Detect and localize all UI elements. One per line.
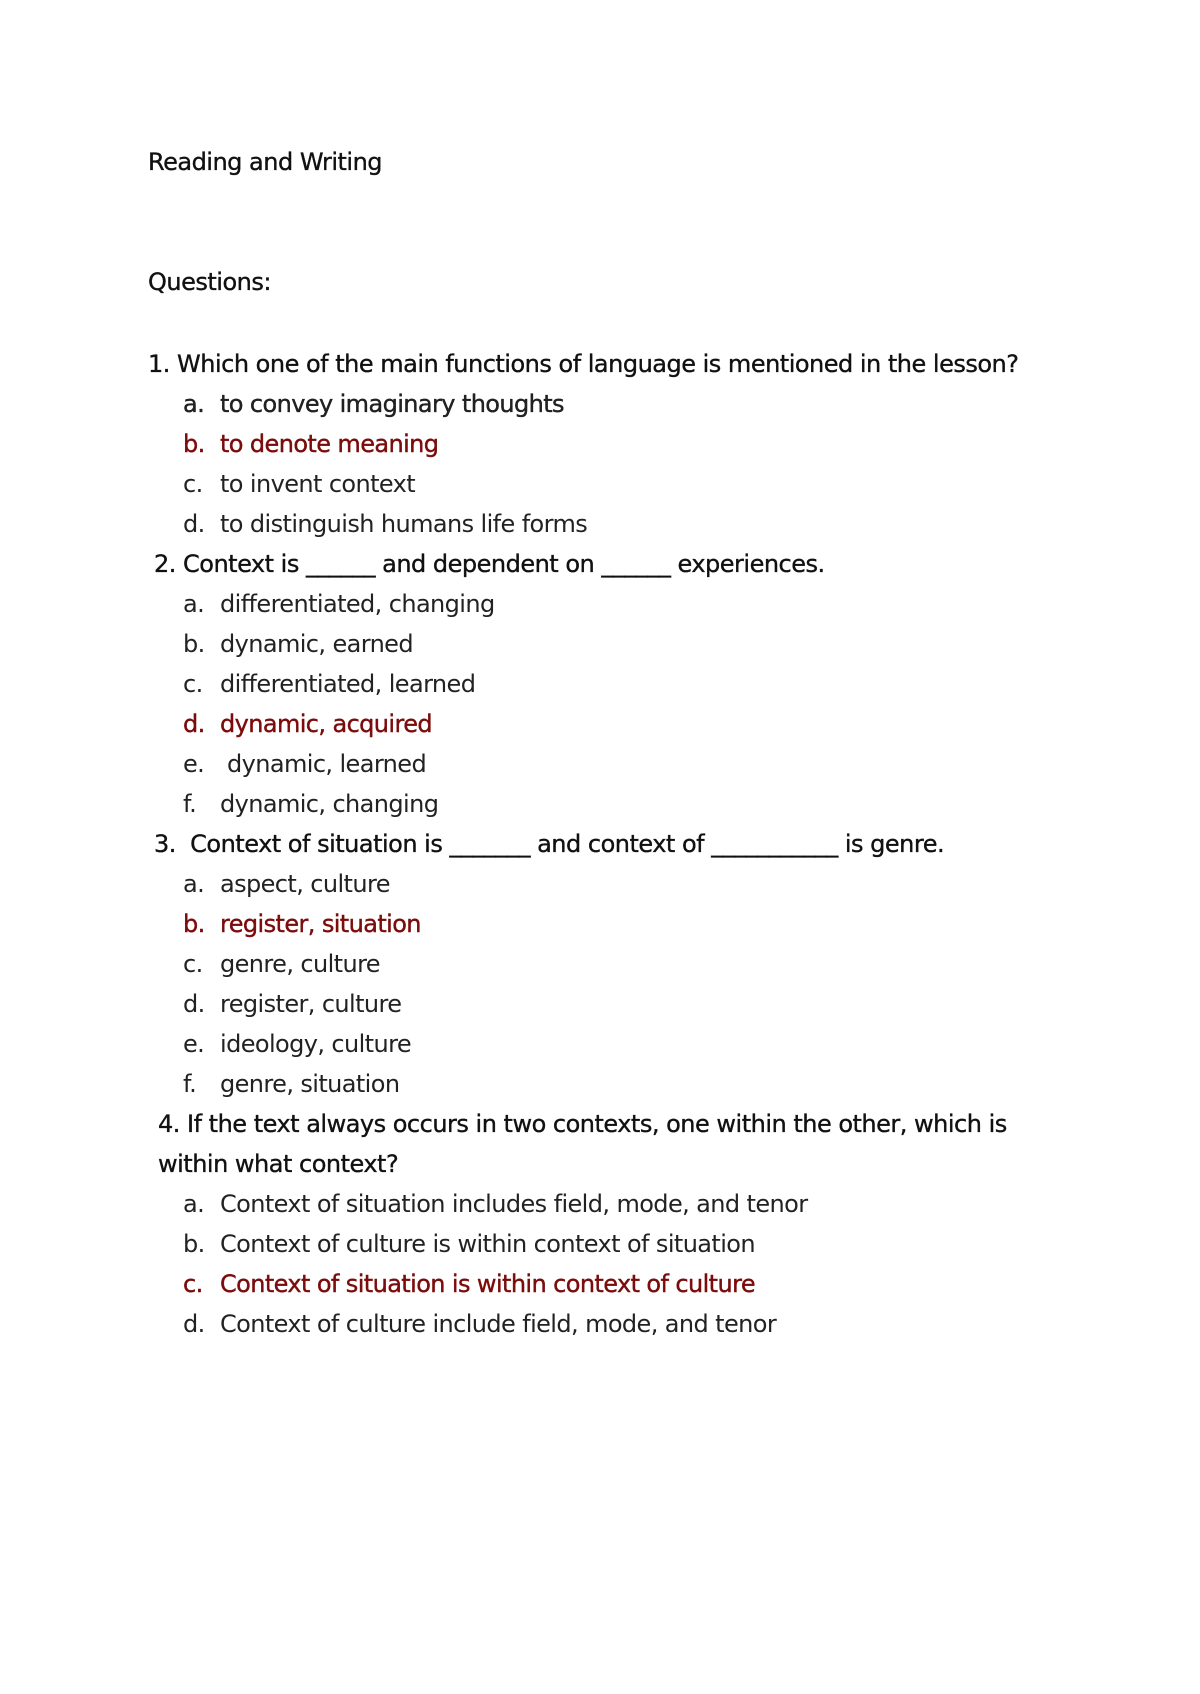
option-2d-correct	[0, 704, 1200, 744]
option-letter: b.	[183, 630, 205, 658]
option-letter: d.	[183, 510, 205, 538]
option-text: ideology, culture	[220, 1030, 411, 1058]
option-letter: d.	[183, 1310, 205, 1338]
question-2-options	[0, 584, 1200, 824]
option-letter: c.	[183, 1270, 203, 1298]
option-letter: d.	[183, 990, 205, 1018]
question-1-options	[0, 384, 1200, 544]
question-3	[0, 824, 1200, 1104]
option-text: dynamic, acquired	[220, 710, 433, 738]
option-letter: a.	[183, 870, 205, 898]
option-1b-correct	[0, 424, 1200, 464]
question-4-text-line2: within what context?	[158, 1150, 399, 1178]
option-text: genre, culture	[220, 950, 380, 978]
question-4-options	[0, 1184, 1200, 1344]
option-text: differentiated, changing	[220, 590, 495, 618]
option-3e	[0, 1024, 1200, 1064]
option-text: aspect, culture	[220, 870, 390, 898]
option-text: dynamic, changing	[220, 790, 439, 818]
option-letter: c.	[183, 670, 203, 698]
option-4a	[0, 1184, 1200, 1224]
option-3f	[0, 1064, 1200, 1104]
option-letter: a.	[183, 1190, 205, 1218]
option-text: Context of situation includes field, mode, and tenor	[220, 1190, 808, 1218]
option-text: register, situation	[220, 910, 421, 938]
option-letter: a.	[183, 590, 205, 618]
question-1-text: 1. Which one of the main functions of language is mentioned in the lesson?	[148, 350, 1019, 378]
option-2b	[0, 624, 1200, 664]
question-4-text-line1: 4. If the text always occurs in two contexts, one within the other, which is	[158, 1110, 1007, 1138]
option-letter: f.	[183, 1070, 197, 1098]
option-3d	[0, 984, 1200, 1024]
option-text: Context of culture include field, mode, and tenor	[220, 1310, 777, 1338]
option-2e	[0, 744, 1200, 784]
option-1c	[0, 464, 1200, 504]
option-4c-correct	[0, 1264, 1200, 1304]
option-2f	[0, 784, 1200, 824]
question-1	[0, 344, 1200, 544]
option-letter: b.	[183, 430, 205, 458]
option-letter: f.	[183, 790, 197, 818]
option-1d	[0, 504, 1200, 544]
option-letter: a.	[183, 390, 205, 418]
questions-heading: Questions:	[148, 268, 271, 296]
option-letter: e.	[183, 750, 205, 778]
option-3a	[0, 864, 1200, 904]
option-3c	[0, 944, 1200, 984]
option-1a	[0, 384, 1200, 424]
option-letter: e.	[183, 1030, 205, 1058]
option-letter: c.	[183, 950, 203, 978]
option-text: genre, situation	[220, 1070, 400, 1098]
option-text: register, culture	[220, 990, 402, 1018]
question-3-options	[0, 864, 1200, 1104]
option-text: to convey imaginary thoughts	[220, 390, 564, 418]
question-4	[0, 1104, 1200, 1344]
option-4d	[0, 1304, 1200, 1344]
option-text: Context of situation is within context of culture	[220, 1270, 755, 1298]
question-list	[0, 344, 1200, 1344]
option-text: dynamic, earned	[220, 630, 413, 658]
question-3-text: 3. Context of situation is _______ and context of ___________ is genre.	[154, 830, 945, 858]
option-text: Context of culture is within context of situation	[220, 1230, 755, 1258]
option-letter: c.	[183, 470, 203, 498]
option-2a	[0, 584, 1200, 624]
option-letter: d.	[183, 710, 205, 738]
option-text: differentiated, learned	[220, 670, 476, 698]
option-letter: b.	[183, 1230, 205, 1258]
option-text: to distinguish humans life forms	[220, 510, 588, 538]
document-title: Reading and Writing	[148, 148, 383, 176]
option-text: to denote meaning	[220, 430, 439, 458]
option-text: dynamic, learned	[220, 750, 427, 778]
option-4b	[0, 1224, 1200, 1264]
option-text: to invent context	[220, 470, 416, 498]
option-3b-correct	[0, 904, 1200, 944]
question-2	[0, 544, 1200, 824]
option-2c	[0, 664, 1200, 704]
question-2-text: 2. Context is ______ and dependent on ______ experiences.	[154, 550, 825, 578]
option-letter: b.	[183, 910, 205, 938]
